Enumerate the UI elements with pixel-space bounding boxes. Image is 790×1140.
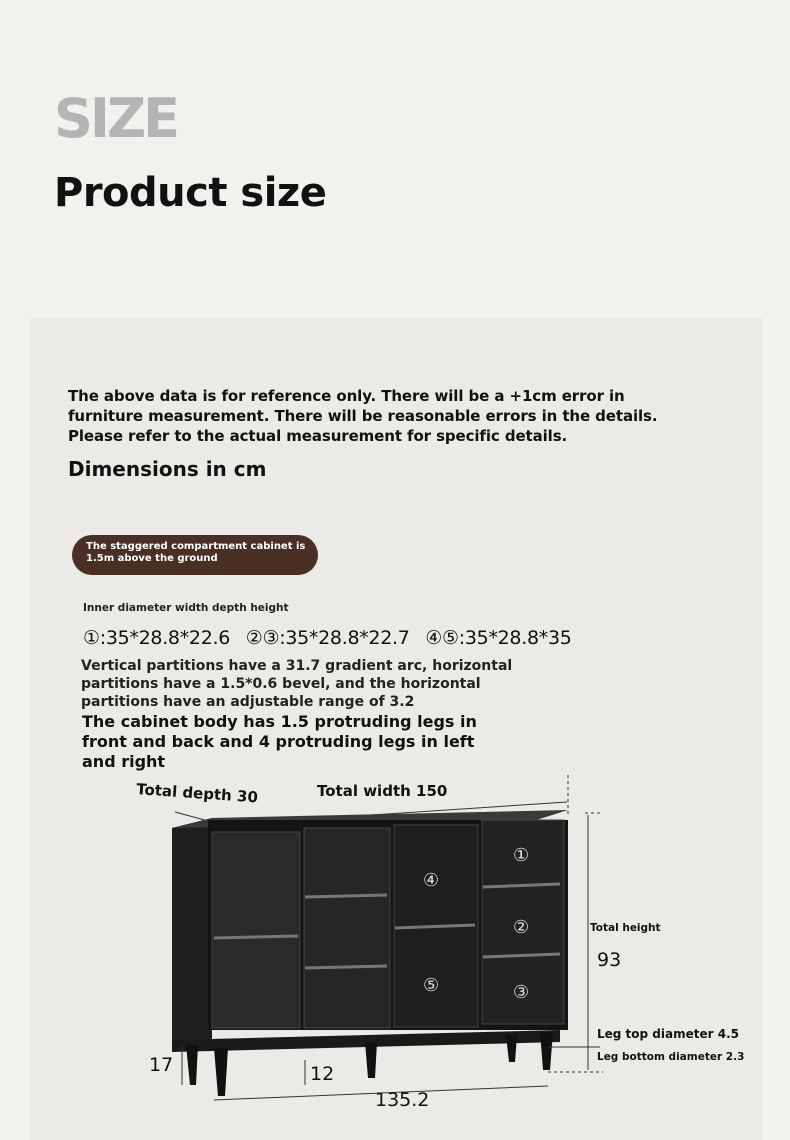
inner-dimensions-values	[83, 627, 582, 649]
inner-width-value: 135.2	[375, 1089, 430, 1111]
marker-1: ①	[513, 845, 530, 866]
shelf	[305, 895, 387, 897]
compartment-2-3-size: ②③:35*28.8*22.7	[245, 627, 410, 649]
disclaimer-line: Please refer to the actual measurement for specific details.	[68, 427, 568, 445]
size-heading: SIZE	[54, 87, 178, 150]
compartment-1-size: ①:35*28.8*22.6	[83, 627, 231, 649]
leg	[186, 1045, 198, 1085]
column-2	[304, 828, 390, 1028]
leg	[506, 1035, 517, 1062]
leg-top-diameter: Leg top diameter 4.5	[597, 1027, 739, 1041]
marker-5: ⑤	[423, 975, 440, 996]
total-depth-label: Total depth 30	[135, 780, 259, 807]
dimensions-title: Dimensions in cm	[68, 457, 267, 481]
partitions-note: Vertical partitions have a 31.7 gradient arc, horizontal partitions have a 1.5*0.6 bevel, and the horizontal partitions have an adjustable range of 3.2	[81, 658, 513, 710]
shelf	[214, 936, 298, 938]
inner-dimensions-label: Inner diameter width depth height	[83, 602, 289, 614]
total-width-label: Total width 150	[317, 782, 448, 800]
leg-gap-value: 12	[310, 1063, 335, 1085]
marker-4: ④	[423, 870, 440, 891]
cabinet-side	[172, 818, 212, 1048]
total-height-label: Total height	[590, 922, 661, 934]
leg	[540, 1032, 553, 1070]
column-1	[212, 832, 300, 1028]
leg-height-value: 17	[149, 1054, 174, 1076]
ground-height-badge-text: The staggered compartment cabinet is 1.5m above the ground	[86, 541, 306, 564]
disclaimer-text	[68, 386, 708, 446]
marker-3: ③	[513, 982, 530, 1003]
leg	[214, 1048, 228, 1096]
legs-note: The cabinet body has 1.5 protruding legs in front and back and 4 protruding legs in left and right	[82, 712, 477, 771]
marker-2: ②	[513, 917, 530, 938]
disclaimer-line: furniture measurement. There will be reasonable errors in the details.	[68, 407, 658, 425]
product-size-title: Product size	[54, 170, 327, 216]
total-height-value: 93	[597, 949, 622, 971]
compartment-4-5-size: ④⑤:35*28.8*35	[425, 627, 572, 649]
shelf	[305, 966, 387, 968]
leg-bottom-diameter: Leg bottom diameter 2.3	[597, 1051, 745, 1063]
cabinet-diagram	[0, 760, 790, 1140]
ground-height-badge	[72, 535, 318, 575]
disclaimer-line: The above data is for reference only. There will be a +1cm error in	[68, 387, 625, 405]
leg	[365, 1042, 377, 1078]
